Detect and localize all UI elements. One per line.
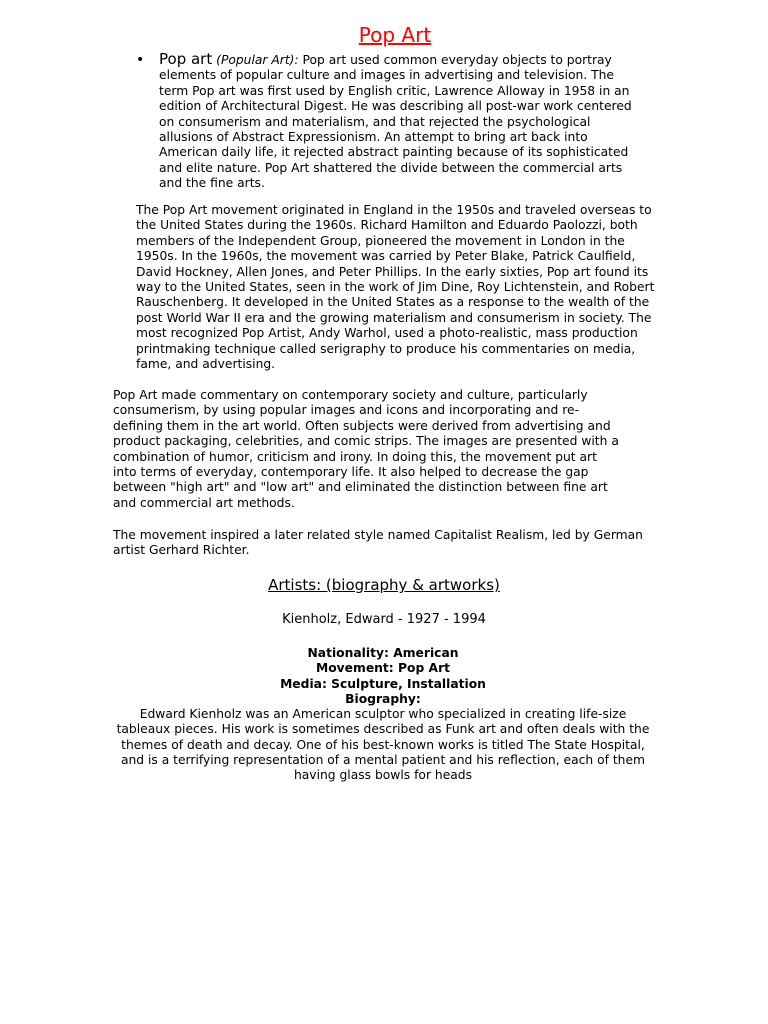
page-title: Pop Art xyxy=(358,23,432,47)
artist-biography: Edward Kienholz was an American sculptor who specialized in creating life-size tableaux pieces. His work is sometimes described as Funk art and often deals with the themes of death and decay. One of his best-known works is titled The State Hospital, and is a terrifying representation of a mental patient and his reflection, each of them having glass bowls for heads xyxy=(116,707,650,783)
bullet-text: Pop art used common everyday objects to portray elements of popular culture and images in advertising and television. The term Pop art was first used by English critic, Lawrence Alloway in 1958 in an edition of Architectural Digest. He was describing all post-war work centered on consumerism and materialism, and that rejected the psychological allusions of Abstract Expressionism. An attempt to bring art back into American daily life, it rejected abstract painting because of its sophisticated and elite nature. Pop Art shattered the divide between the commercial arts and the fine arts. xyxy=(159,53,632,191)
paragraph-capitalist-realism: The movement inspired a later related style named Capitalist Realism, led by German artist Gerhard Richter. xyxy=(113,528,643,558)
artist-movement: Movement: Pop Art xyxy=(315,661,451,676)
artist-name: Kienholz, Edward - 1927 - 1994 xyxy=(282,612,486,627)
bullet-dot-icon: • xyxy=(136,52,145,68)
artist-nationality: Nationality: American xyxy=(307,646,459,660)
artist-biography-label: Biography: xyxy=(345,691,421,706)
section-heading-artists: Artists: (biography & artworks) xyxy=(268,576,500,594)
bullet-term: Pop art xyxy=(159,50,213,68)
artist-details xyxy=(113,646,653,784)
bullet-subterm: (Popular Art): xyxy=(216,53,299,67)
bullet-definition xyxy=(159,52,639,192)
artist-media: Media: Sculpture, Installation xyxy=(280,676,486,691)
paragraph-commentary: Pop Art made commentary on contemporary society and culture, particularly consumerism, by using popular images and icons and incorporating and re-defining them in the art world. Often subjects were derived from advertising and product packaging, celebrities, and comic strips. The images are presented with a combination of humor, criticism and irony. In doing this, the movement put art into terms of everyday, contemporary life. It also helped to decrease the gap between "high art" and "low art" and eliminated the distinction between fine art and commercial art methods. xyxy=(113,388,619,510)
paragraph-origins: The Pop Art movement originated in England in the 1950s and traveled overseas to the United States during the 1960s. Richard Hamilton and Eduardo Paolozzi, both members of the Independent Group, pioneered the movement in London in the 1950s. In the 1960s, the movement was carried by Peter Blake, Patrick Caulfield, David Hockney, Allen Jones, and Peter Phillips. In the early sixties, Pop art found its way to the United States, seen in the work of Jim Dine, Roy Lichtenstein, and Robert Rauschenberg. It developed in the United States as a response to the wealth of the post World War II era and the growing materialism and consumerism in society. The most recognized Pop Artist, Andy Warhol, used a photo-realistic, mass production printmaking technique called serigraphy to produce his commentaries on media, fame, and advertising. xyxy=(136,203,655,372)
